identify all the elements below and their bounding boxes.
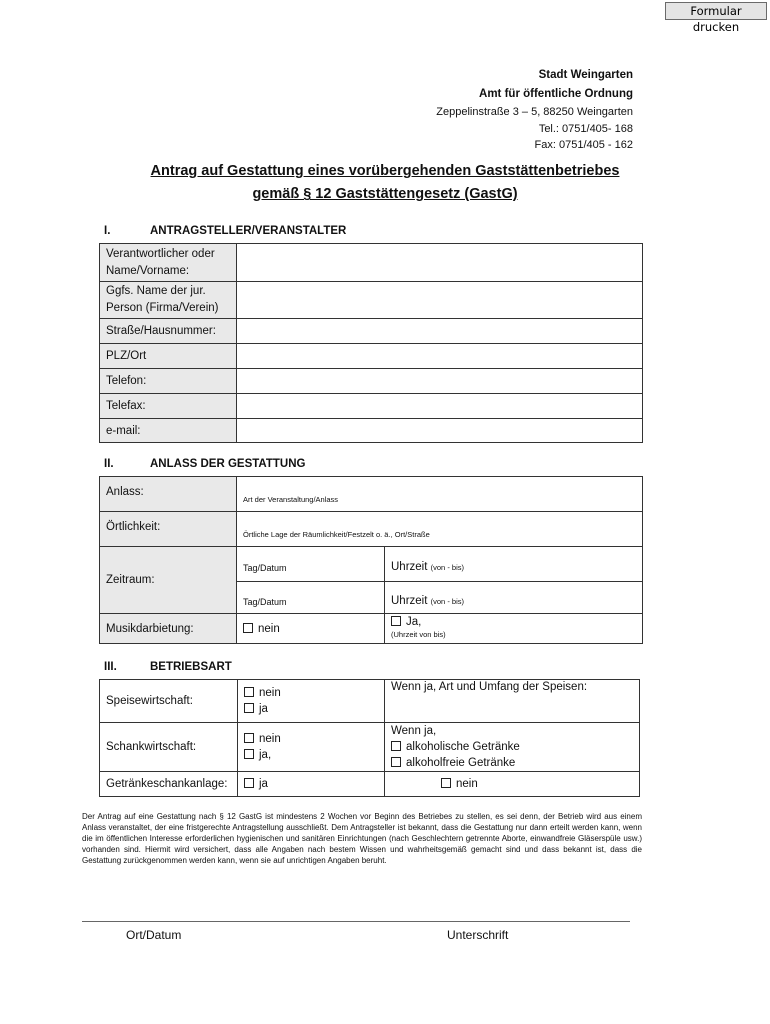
drinks-yes-label: ja, <box>259 749 272 761</box>
tap-system-no-label: nein <box>456 778 478 790</box>
form-title-line1: Antrag auf Gestattung eines vorübergehenden Gaststättenbetriebes <box>150 163 620 179</box>
tap-system-no-checkbox[interactable] <box>441 778 451 788</box>
drinks-yes-checkbox[interactable] <box>244 749 254 759</box>
period-date-1-label: Tag/Datum <box>243 563 287 573</box>
drinks-no-label: nein <box>259 733 281 745</box>
non-alcoholic-checkbox[interactable] <box>391 757 401 767</box>
food-label: Speisewirtschaft: <box>100 680 238 723</box>
applicant-row-phone <box>100 369 643 394</box>
food-yes-checkbox[interactable] <box>244 703 254 713</box>
signature-line[interactable] <box>82 921 630 922</box>
applicant-row-street <box>100 319 643 344</box>
music-yes-label: Ja, <box>406 616 422 628</box>
period-date-2-label: Tag/Datum <box>243 596 287 607</box>
print-form-button[interactable]: Formular drucken <box>665 2 767 20</box>
alcoholic-label: alkoholische Getränke <box>406 741 520 753</box>
section1-number: I. <box>104 225 111 237</box>
applicant-row-name <box>100 244 643 282</box>
section3-number: III. <box>104 661 117 673</box>
tap-system-label: Getränkeschankanlage: <box>100 772 238 797</box>
drinks-options <box>238 723 385 772</box>
food-no-label: nein <box>259 687 281 699</box>
applicant-fax-field[interactable] <box>237 394 643 419</box>
food-description-label: Wenn ja, Art und Umfang der Speisen: <box>391 681 588 693</box>
period-date-1[interactable] <box>237 547 385 582</box>
occasion-label: Anlass: <box>100 477 237 512</box>
music-yes-cell <box>385 614 643 644</box>
applicant-table <box>99 243 643 443</box>
period-date-2[interactable] <box>237 582 385 614</box>
applicant-row-plz <box>100 344 643 369</box>
period-time-1[interactable] <box>385 547 643 582</box>
music-label: Musikdarbietung: <box>100 614 237 644</box>
period-row-1 <box>100 547 643 582</box>
applicant-phone-field[interactable] <box>237 369 643 394</box>
music-row <box>100 614 643 644</box>
food-row <box>100 680 640 723</box>
applicant-row-company <box>100 282 643 319</box>
place-date-label: Ort/Datum <box>126 928 182 942</box>
applicant-plz-field[interactable] <box>237 344 643 369</box>
office-city: Stadt Weingarten <box>538 69 633 81</box>
alcoholic-checkbox[interactable] <box>391 741 401 751</box>
legal-notice: Der Antrag auf eine Gestattung nach § 12 GastG ist mindestens 2 Wochen vor Beginn des Betriebes zu stellen, es sei denn, der Betrieb wird aus einem Anlass veranstaltet, der eine fristgerechte Antragstellung ausschließt. Dem Antragsteller ist bekannt, dass die Gestattung nur dann erteilt werden kann, wenn die im öffentlichen Interesse erforderlichen hygienischen und sanitären Einrichtungen (nach Geschlechtern getrennte Aborte, einwandfreie Gläserspüle usw.) vorhanden sind. Hiermit wird versichert, dass alle Angaben nach bestem Wissen und wahrheitsgemäß gemacht sind und dass bekannt ist, dass die Gestattung zurückgenommen werden kann, wenn sie auf unrichtigen Angaben beruht. <box>82 812 642 865</box>
applicant-plz-label: PLZ/Ort <box>100 344 237 369</box>
tap-system-row <box>100 772 640 797</box>
period-time-2-label: Uhrzeit <box>391 594 428 607</box>
food-yes-label: ja <box>259 703 268 715</box>
applicant-row-email <box>100 419 643 443</box>
non-alcoholic-label: alkoholfreie Getränke <box>406 757 516 769</box>
period-label: Zeitraum: <box>100 547 237 614</box>
section3-heading: BETRIEBSART <box>150 661 232 673</box>
occasion-row <box>100 477 643 512</box>
occasion-field[interactable] <box>237 477 643 512</box>
period-time-2[interactable] <box>385 582 643 614</box>
applicant-company-label: Ggfs. Name der jur. Person (Firma/Verein) <box>100 282 237 319</box>
applicant-row-fax <box>100 394 643 419</box>
occasion-hint: Art der Veranstaltung/Anlass <box>243 495 339 504</box>
drinks-if-yes-label: Wenn ja, <box>391 725 437 737</box>
music-no-cell <box>237 614 385 644</box>
office-department: Amt für öffentliche Ordnung <box>479 88 633 100</box>
food-options <box>238 680 385 723</box>
location-row <box>100 512 643 547</box>
drinks-label: Schankwirtschaft: <box>100 723 238 772</box>
signature-label: Unterschrift <box>447 928 509 942</box>
office-fax: Fax: 0751/405 - 162 <box>534 139 633 151</box>
applicant-email-field[interactable] <box>237 419 643 443</box>
music-yes-checkbox[interactable] <box>391 616 401 626</box>
form-title-line2: gemäß § 12 Gaststättengesetz (GastG) <box>252 186 518 202</box>
section2-number: II. <box>104 458 114 470</box>
period-time-1-hint: (von - bis) <box>430 563 464 572</box>
tap-system-no-cell <box>385 772 640 797</box>
music-no-checkbox[interactable] <box>243 623 253 633</box>
occasion-table <box>99 476 643 644</box>
location-field[interactable] <box>237 512 643 547</box>
period-time-1-label: Uhrzeit <box>391 561 428 573</box>
applicant-phone-label: Telefon: <box>100 369 237 394</box>
location-hint: Örtliche Lage der Räumlichkeit/Festzelt o. ä., Ort/Straße <box>243 530 430 539</box>
tap-system-yes-cell <box>238 772 385 797</box>
applicant-fax-label: Telefax: <box>100 394 237 419</box>
food-description-field[interactable] <box>385 680 640 723</box>
tap-system-yes-label: ja <box>259 778 268 790</box>
applicant-company-field[interactable] <box>237 282 643 319</box>
office-tel: Tel.: 0751/405- 168 <box>538 123 633 135</box>
applicant-email-label: e-mail: <box>100 419 237 443</box>
drinks-row <box>100 723 640 772</box>
section2-heading: ANLASS DER GESTATTUNG <box>150 458 306 470</box>
food-no-checkbox[interactable] <box>244 687 254 697</box>
applicant-street-label: Straße/Hausnummer: <box>100 319 237 344</box>
office-street: Zeppelinstraße 3 – 5, 88250 Weingarten <box>436 106 633 118</box>
applicant-street-field[interactable] <box>237 319 643 344</box>
period-time-2-hint: (von - bis) <box>430 596 464 606</box>
applicant-name-field[interactable] <box>237 244 643 282</box>
drinks-type-options <box>385 723 640 772</box>
location-label: Örtlichkeit: <box>100 512 237 547</box>
music-time-hint: (Uhrzeit von bis) <box>391 630 446 639</box>
tap-system-yes-checkbox[interactable] <box>244 778 254 788</box>
section1-heading: ANTRAGSTELLER/VERANSTALTER <box>150 225 347 237</box>
drinks-no-checkbox[interactable] <box>244 733 254 743</box>
business-type-table <box>99 679 640 797</box>
music-no-label: nein <box>258 622 280 635</box>
applicant-name-label: Verantwortlicher oder Name/Vorname: <box>100 244 237 282</box>
